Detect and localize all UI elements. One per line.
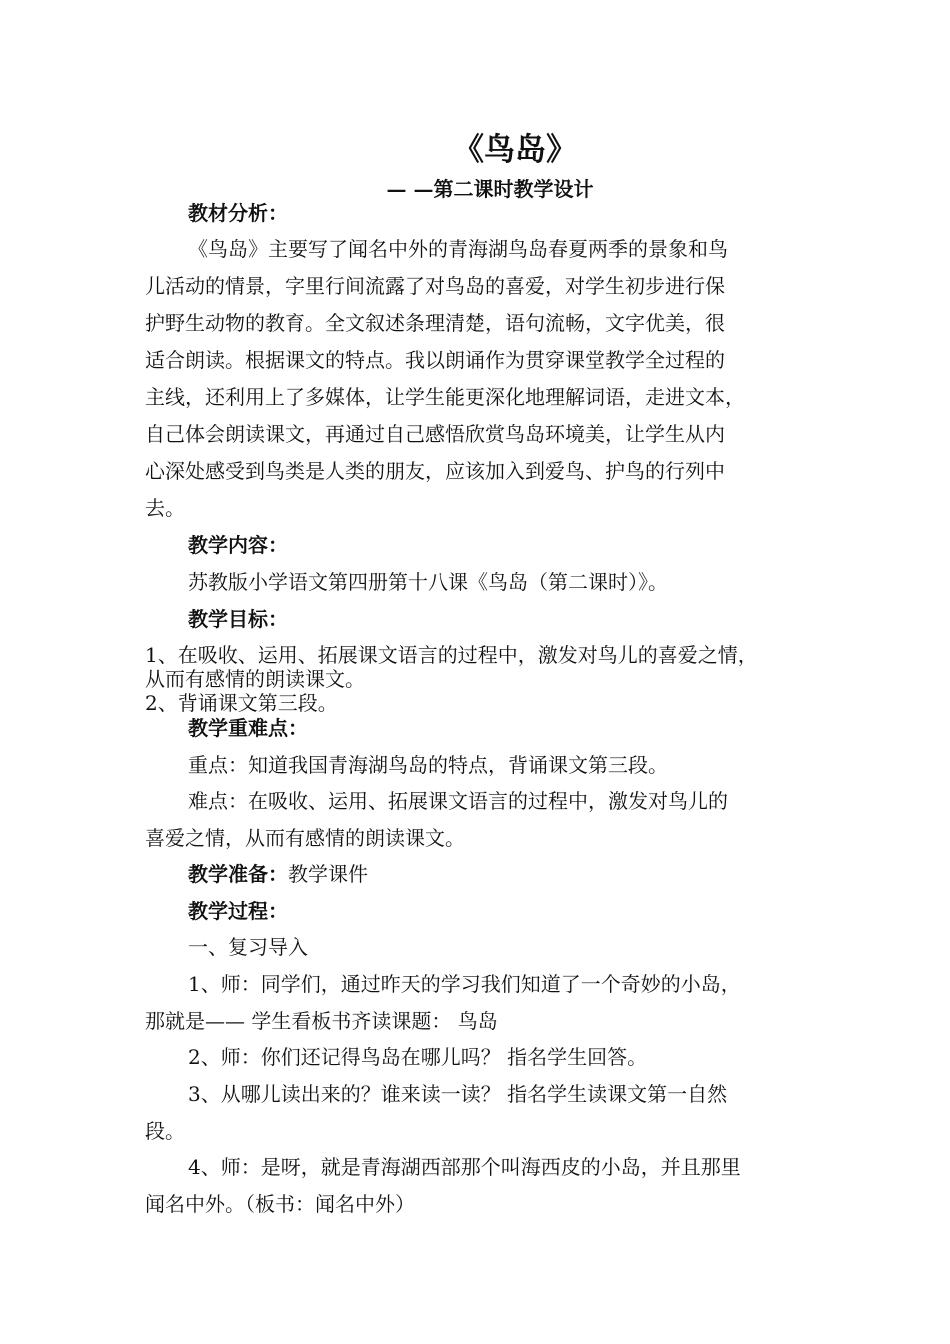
material-line: 自己体会朗读课文，再通过自己感悟欣赏鸟岛环境美，让学生从内 <box>145 422 725 446</box>
key-heading: 教学重难点： <box>188 716 308 740</box>
document-title: 《鸟岛》 <box>453 132 577 168</box>
prep-text: 教学课件 <box>288 862 368 886</box>
prep-heading: 教学准备： <box>188 862 288 886</box>
step-2: 2、师：你们还记得鸟岛在哪儿吗？ 指名学生回答。 <box>188 1045 648 1069</box>
material-line: 护野生动物的教育。全文叙述条理清楚，语句流畅，文字优美，很 <box>145 311 725 335</box>
content-text: 苏教版小学语文第四册第十八课《鸟岛（第二课时）》。 <box>188 570 668 594</box>
material-line: 适合朗读。根据课文的特点。我以朗诵作为贯穿课堂教学全过程的 <box>145 348 725 372</box>
difficulty-line-1: 难点：在吸收、运用、拓展课文语言的过程中，激发对鸟儿的 <box>188 789 728 813</box>
material-line: 去。 <box>145 496 185 520</box>
step-1-line-1: 1、师：同学们，通过昨天的学习我们知道了一个奇妙的小岛， <box>188 972 741 996</box>
difficulty-line-2: 喜爱之情，从而有感情的朗读课文。 <box>145 826 465 850</box>
material-line: 《鸟岛》主要写了闻名中外的青海湖鸟岛春夏两季的景象和鸟 <box>188 237 728 261</box>
goal-1-line-1: 1、在吸收、运用、拓展课文语言的过程中，激发对鸟儿的喜爱之情， <box>145 643 758 667</box>
step-3-line-2: 段。 <box>145 1119 185 1143</box>
material-line: 心深处感受到鸟类是人类的朋友，应该加入到爱鸟、护鸟的行列中 <box>145 459 725 483</box>
document-subtitle: — —第二课时教学设计 <box>386 177 594 201</box>
goal-1-line-2: 从而有感情的朗读课文。 <box>145 667 365 691</box>
goals-heading: 教学目标： <box>188 607 288 631</box>
material-line: 主线，还利用上了多媒体，让学生能更深化地理解词语，走进文本， <box>145 385 745 409</box>
step-3-line-1: 3、从哪儿读出来的？谁来读一读？ 指名学生读课文第一自然 <box>188 1082 728 1106</box>
step-heading: 一、复习导入 <box>188 935 308 959</box>
material-heading: 教材分析： <box>188 201 288 225</box>
material-line: 儿活动的情景，字里行间流露了对鸟岛的喜爱，对学生初步进行保 <box>145 274 725 298</box>
process-heading: 教学过程： <box>188 899 288 923</box>
goal-2: 2、背诵课文第三段。 <box>145 691 338 715</box>
key-point: 重点：知道我国青海湖鸟岛的特点，背诵课文第三段。 <box>188 753 668 777</box>
step-1-line-2: 那就是—— 学生看板书齐读课题： 鸟岛 <box>145 1009 498 1033</box>
content-heading: 教学内容： <box>188 533 288 557</box>
step-4-line-1: 4、师：是呀，就是青海湖西部那个叫海西皮的小岛，并且那里 <box>188 1155 741 1179</box>
step-4-line-2: 闻名中外。（板书：闻名中外） <box>145 1192 415 1216</box>
prep-row <box>188 862 368 886</box>
